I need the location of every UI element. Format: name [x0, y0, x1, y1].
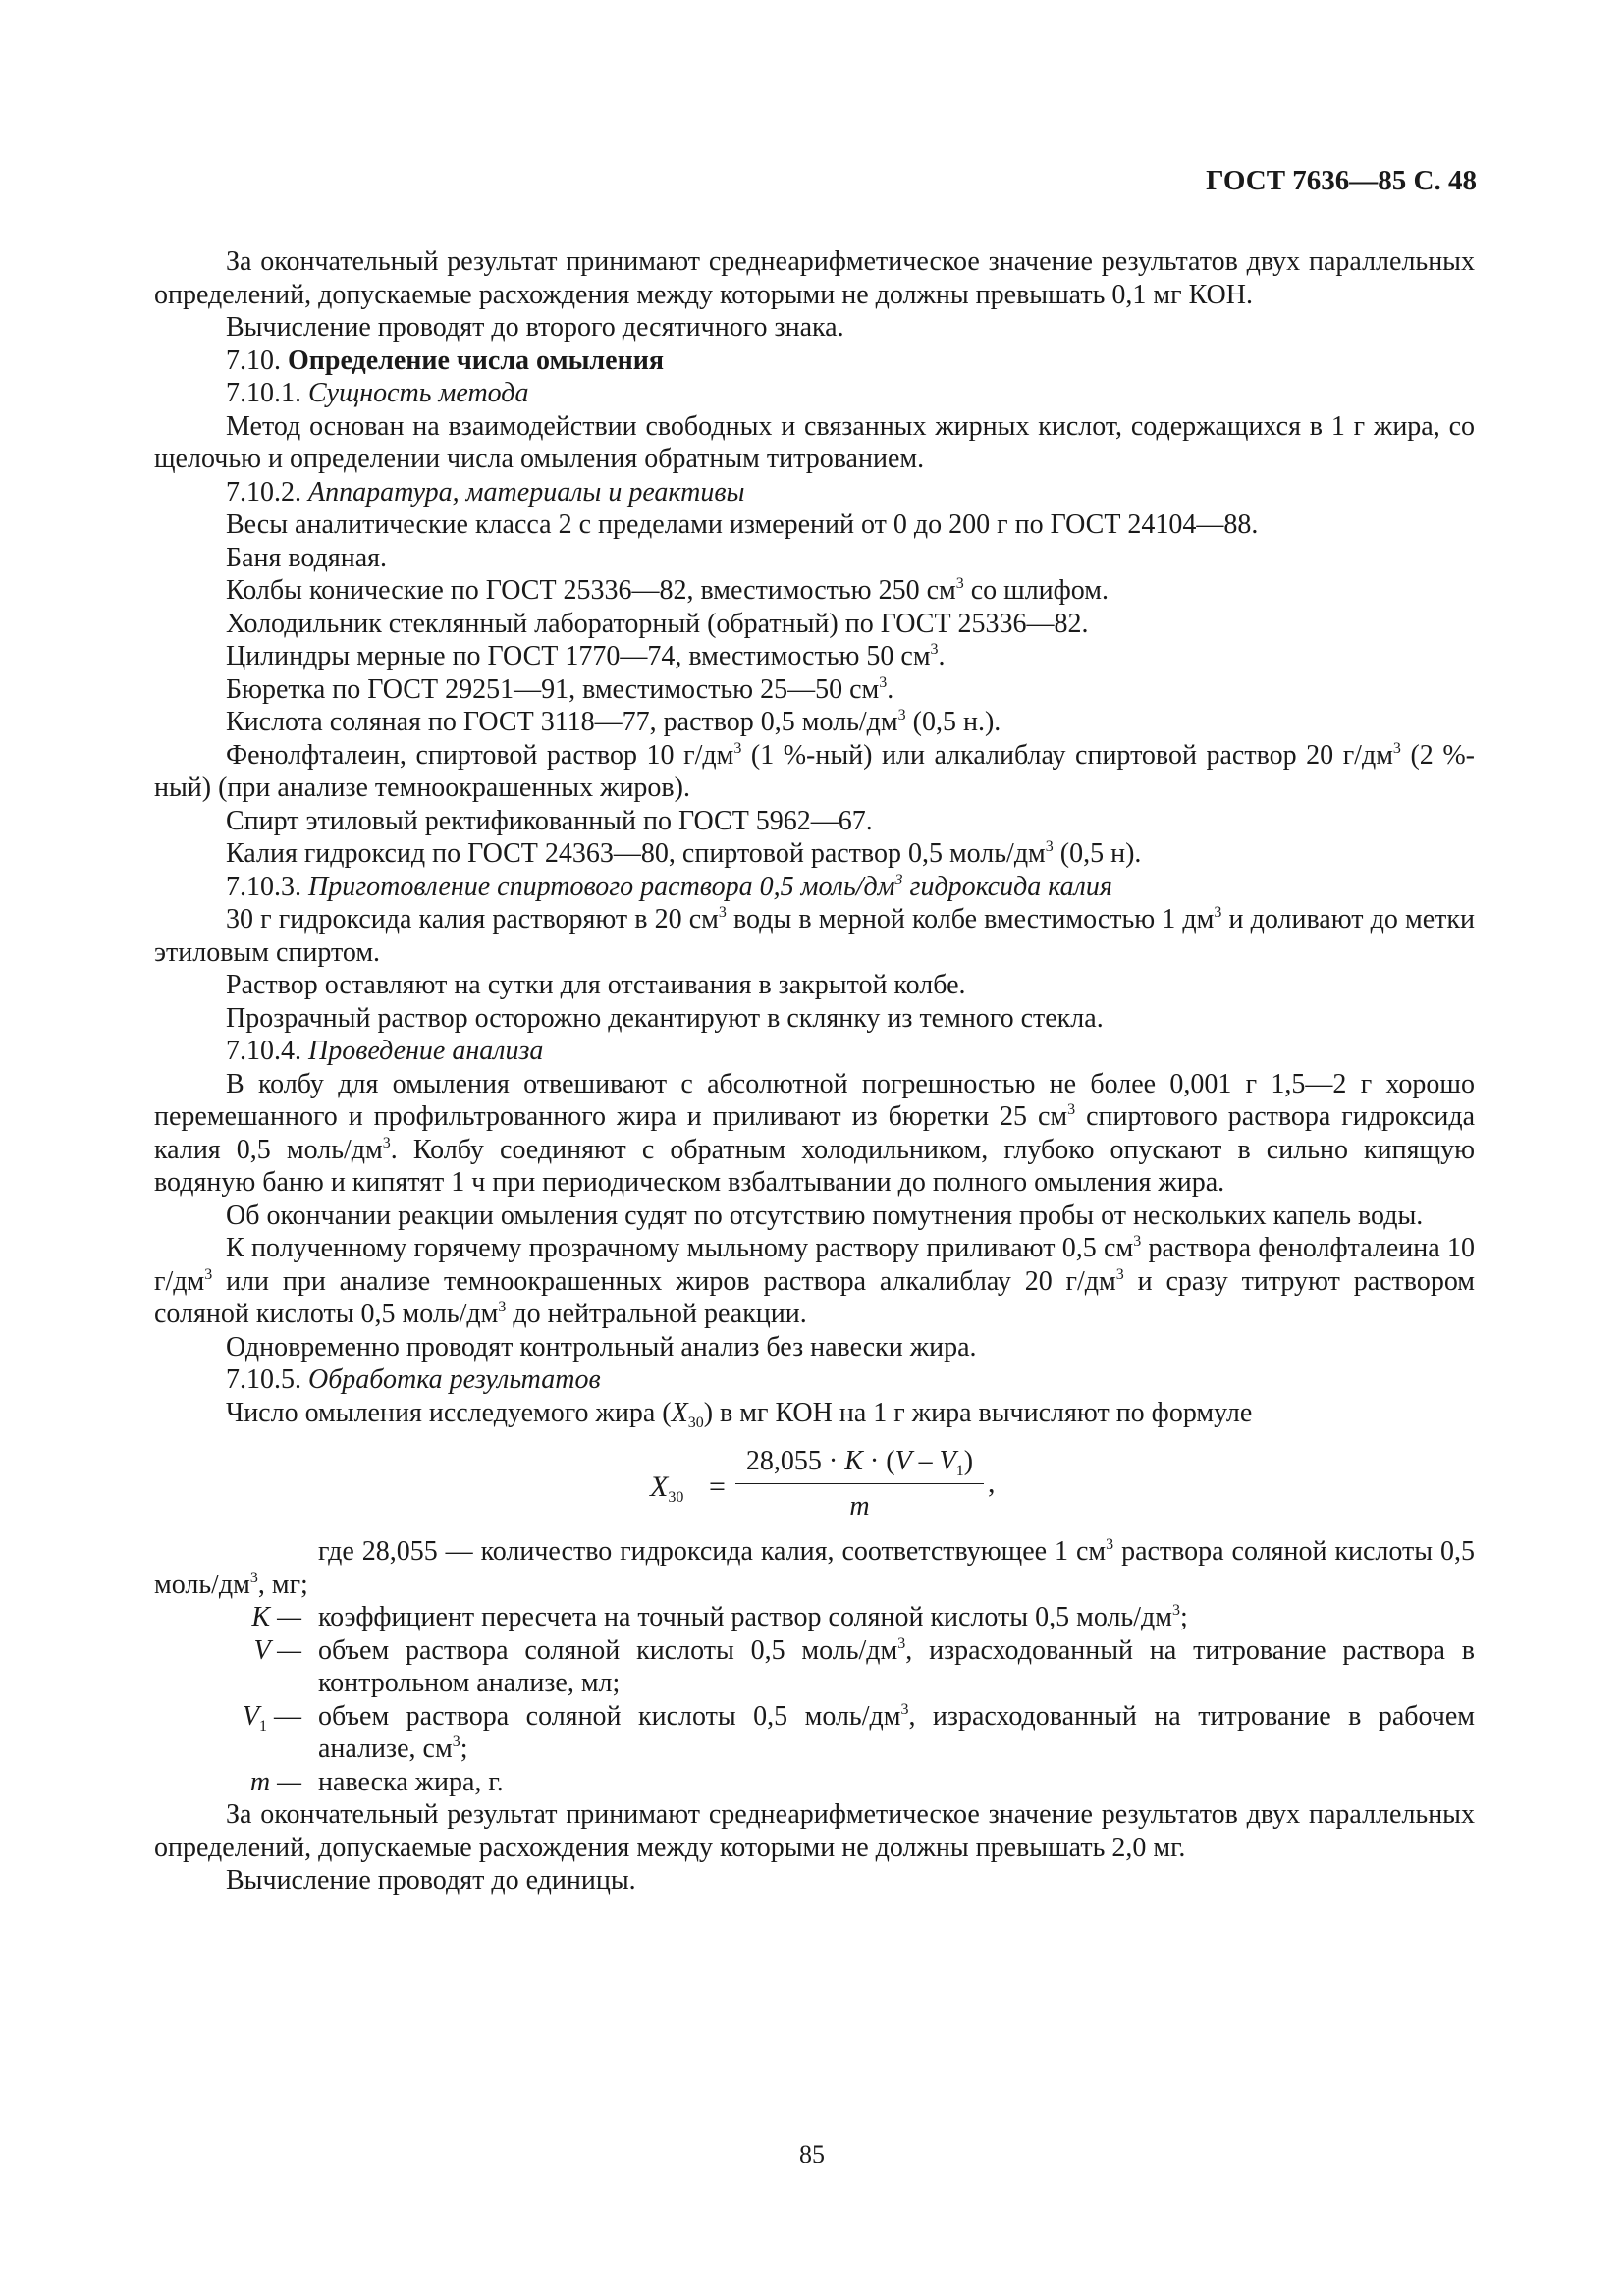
formula-denominator: m — [849, 1491, 870, 1522]
formula-comma: , — [988, 1467, 996, 1499]
apparatus-phenolphthalein: Фенолфталеин, спиртовой раствор 10 $г/дм^3$ (1 %-ный) или алкалиблау спиртовой раствор 20 $г/дм^3$ (2 %-ный) (при анализе темноокрашенных жиров). — [154, 739, 1475, 803]
saponification-formula — [154, 1429, 1475, 1535]
analysis-p4: Одновременно проводят контрольный анализ без навески жира. — [226, 1331, 977, 1362]
apparatus-ethanol: Спирт этиловый ректификованный по ГОСТ 5962—67. — [226, 805, 873, 836]
definition-m: m — навеска жира, г. — [249, 1766, 504, 1797]
apparatus-scales: Весы аналитические класса 2 с пределами измерений от 0 до 200 г по ГОСТ 24104—88. — [226, 509, 1259, 540]
analysis-p1: В колбу для омыления отвешивают с абсолютной погрешностью не более 0,001 г 1,5—2 г хорошо перемешанного и профильтрованного жира и приливают из бюретки 25 $см^3$ спиртового раствора гидроксида калия 0,5 моль/$дм^3$. Колбу соединяют с обратным холодильником, глубоко опускают в сильно кипящую водяную баню и кипятят 1 ч при периодическом взбалтывании до полного омыления жира. — [154, 1068, 1475, 1198]
section-title: Обработка результатов — [308, 1364, 601, 1395]
definition-v1: $V_1$ — объем раствора соляной кислоты 0,5 моль/$дм^3$, израсходованный на титрование в рабочем анализе, $см^3$; — [242, 1700, 1475, 1764]
results-intro: Число омыления исследуемого жира $(X_{30})$ в мг КОН на 1 г жира вычисляют по формуле — [226, 1397, 1253, 1431]
analysis-p3: К полученному горячему прозрачному мыльному раствору приливают 0,5 $см^3$ раствора фенолфталеина 10 $г/дм^3$ или при анализе темноокрашенных жиров раствора алкалиблау 20 $г/дм^3$ и сразу титруют раствором соляной кислоты 0,5 моль/$дм^3$ до нейтральной реакции. — [154, 1233, 1475, 1329]
section-number: 7.10.3. — [226, 871, 301, 902]
section-title: Проведение анализа — [308, 1036, 544, 1066]
section-title: Приготовление спиртового раствора 0,5 моль/$дм^3$ гидроксида калия — [308, 871, 1112, 902]
section-7-10-3 — [154, 871, 1475, 904]
preparation-p2: Раствор оставляют на сутки для отстаивания в закрытой колбе. — [226, 970, 966, 1000]
paragraph-final-result: За окончательный результат принимают среднеарифметическое значение результатов двух параллельных определений, допускаемые расхождения между которыми не должны превышать 0,1 мг КОН. — [154, 246, 1475, 310]
formula-lhs: $X_{30}$ — [650, 1470, 684, 1506]
section-7-10-5 — [154, 1363, 1475, 1397]
section-7-10-2 — [154, 476, 1475, 509]
formula-equals: = — [709, 1470, 726, 1503]
analysis-p2: Об окончании реакции омыления судят по отсутствию помутнения пробы от нескольких капель воды. — [226, 1200, 1424, 1231]
formula-numerator: $28,055 \cdot K \cdot (V - V_1)$ — [745, 1446, 974, 1479]
apparatus-bath: Баня водяная. — [226, 542, 388, 573]
paragraph-precision: Вычисление проводят до второго десятичного знака. — [226, 312, 844, 343]
paragraph-final-result-2: За окончательный результат принимают среднеарифметическое значение результатов двух параллельных определений, допускаемые расхождения между которыми не должны превышать 2,0 мг. — [154, 1799, 1475, 1863]
preparation-p1: 30 г гидроксида калия растворяют в 20 $см^3$ воды в мерной колбе вместимостью 1 $дм^3$ и доливают до метки этиловым спиртом. — [154, 904, 1475, 968]
section-title: Определение числа омыления — [288, 345, 664, 376]
section-number: 7.10.4. — [226, 1036, 301, 1066]
apparatus-cylinders: Цилиндры мерные по ГОСТ 1770—74, вместимостью 50 $см^3$. — [226, 641, 946, 671]
section-number: 7.10.1. — [226, 378, 301, 408]
section-7-10-4 — [154, 1035, 1475, 1068]
page-number: 85 — [799, 2140, 825, 2168]
definition-28055: где 28,055 — количество гидроксида калия, соответствующее 1 $см^3$ раствора соляной кислоты 0,5 моль/$дм^3$, мг; — [154, 1536, 1475, 1600]
section-title: Аппаратура, материалы и реактивы — [308, 476, 745, 507]
section-number: 7.10.5. — [226, 1364, 301, 1395]
preparation-p3: Прозрачный раствор осторожно декантируют в склянку из темного стекла. — [226, 1002, 1104, 1034]
fraction-line — [735, 1483, 984, 1484]
apparatus-koh: Калия гидроксид по ГОСТ 24363—80, спиртовой раствор 0,5 моль/$дм^3$ (0,5 н). — [226, 838, 1142, 869]
apparatus-burette: Бюретка по ГОСТ 29251—91, вместимостью 25—50 $см^3$. — [226, 673, 894, 705]
definition-v: V — объем раствора соляной кислоты 0,5 моль/$дм^3$, израсходованный на титрование раствора в контрольном анализе, мл; — [253, 1634, 1475, 1698]
page-header: ГОСТ 7636—85 С. 48 — [1206, 165, 1477, 196]
section-title: Сущность метода — [308, 378, 529, 408]
document-body — [154, 245, 1475, 1897]
apparatus-condenser: Холодильник стеклянный лабораторный (обратный) по ГОСТ 25336—82. — [226, 608, 1089, 639]
apparatus-hcl: Кислота соляная по ГОСТ 3118—77, раствор 0,5 моль/$дм^3$ (0,5 н.). — [226, 707, 1001, 737]
section-number: 7.10. — [226, 345, 281, 376]
paragraph-method: Метод основан на взаимодействии свободных и связанных жирных кислот, содержащихся в 1 г жира, со щелочью и определении числа омыления обратным титрованием. — [154, 410, 1475, 474]
apparatus-flasks: Колбы конические по ГОСТ 25336—82, вместимостью 250 $см^3$ со шлифом. — [226, 575, 1109, 606]
section-number: 7.10.2. — [226, 476, 301, 507]
section-7-10 — [154, 345, 1475, 378]
paragraph-precision-2: Вычисление проводят до единицы. — [226, 1865, 636, 1896]
section-7-10-1 — [154, 377, 1475, 410]
definition-k: K — коэффициент пересчета на точный раствор соляной кислоты 0,5 моль/$дм^3$; — [251, 1602, 1188, 1632]
